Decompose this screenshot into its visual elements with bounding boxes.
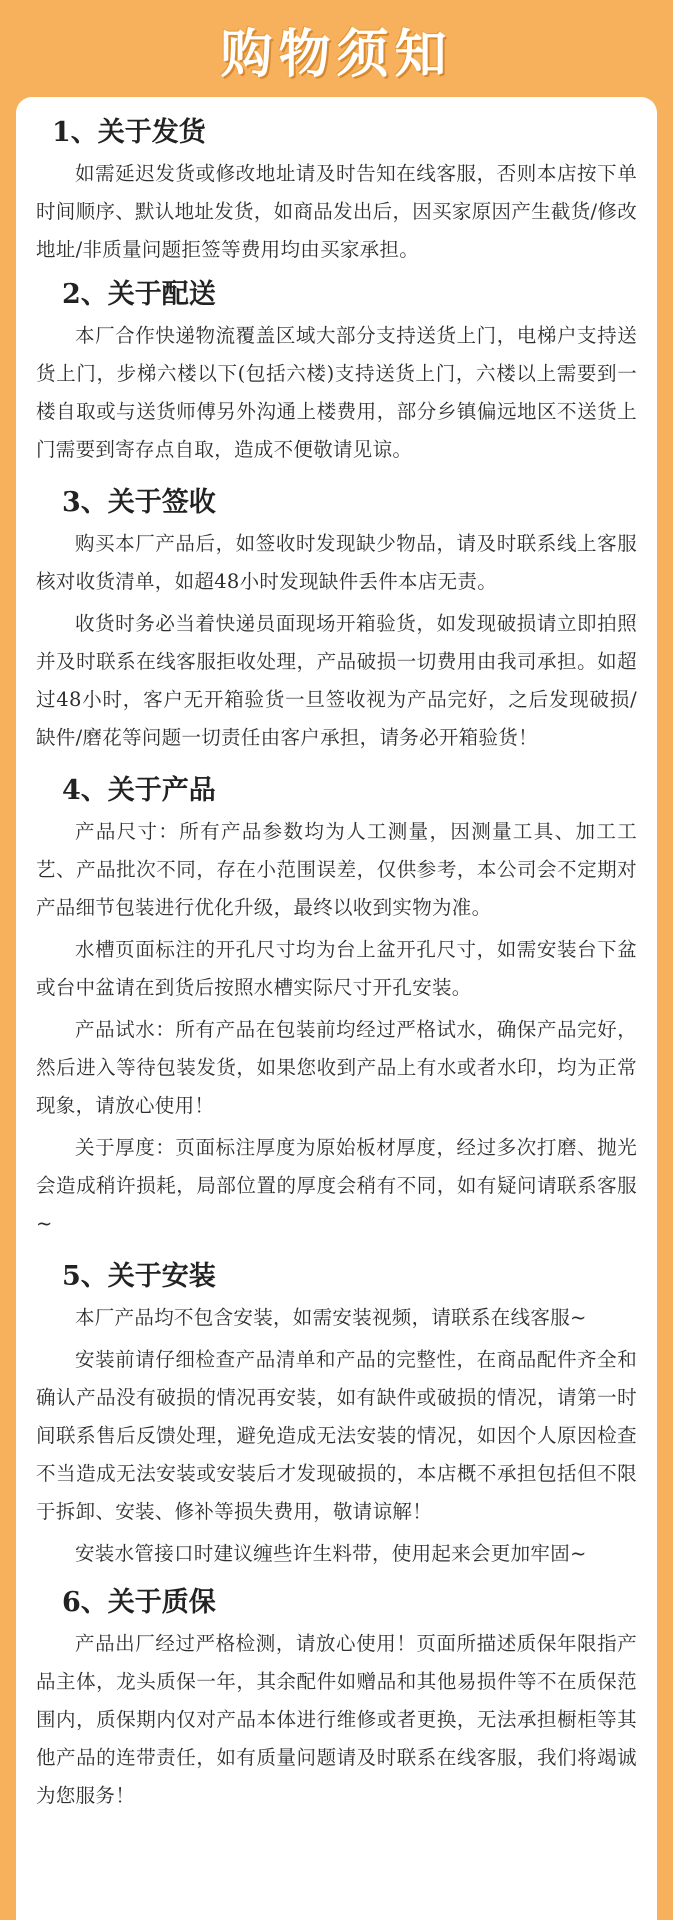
section-title: 2、关于配送 [62, 279, 216, 310]
section-paragraph: 购买本厂产品后，如签收时发现缺少物品，请及时联系线上客服核对收货清单，如超48小时发现缺件丢件本店无责。 [36, 532, 637, 593]
section-paragraph: 关于厚度：页面标注厚度为原始板材厚度，经过多次打磨、抛光会造成稍许损耗，局部位置的厚度会稍有不同，如有疑问请联系客服~ [36, 1136, 637, 1235]
section-paragraph: 如需延迟发货或修改地址请及时告知在线客服，否则本店按下单时间顺序、默认地址发货，如商品发出后，因买家原因产生截货/修改地址/非质量问题拒签等费用均由买家承担。 [36, 162, 637, 261]
section-shipping [36, 111, 637, 269]
section-warranty [36, 1581, 637, 1815]
section-paragraph: 产品尺寸：所有产品参数均为人工测量，因测量工具、加工工艺、产品批次不同，存在小范围误差，仅供参考，本公司会不定期对产品细节包装进行优化升级，最终以收到实物为准。 [36, 820, 637, 919]
section-paragraph: 产品试水：所有产品在包装前均经过严格试水，确保产品完好，然后进入等待包装发货，如果您收到产品上有水或者水印，均为正常现象，请放心使用！ [36, 1018, 637, 1117]
section-title: 6、关于质保 [62, 1587, 216, 1618]
header-banner [0, 0, 673, 92]
notice-card [16, 97, 657, 1920]
section-title: 3、关于签收 [62, 487, 216, 518]
section-receipt [36, 481, 637, 757]
section-paragraph: 本厂产品均不包含安装，如需安装视频，请联系在线客服~ [75, 1306, 587, 1329]
section-installation [36, 1255, 637, 1573]
page-title: 购物须知 [220, 23, 453, 85]
section-product [36, 769, 637, 1243]
section-paragraph: 安装水管接口时建议缠些许生料带，使用起来会更加牢固~ [75, 1542, 587, 1565]
section-title: 1、关于发货 [52, 117, 206, 148]
section-paragraph: 产品出厂经过严格检测，请放心使用！页面所描述质保年限指产品主体，龙头质保一年，其余配件如赠品和其他易损件等不在质保范围内，质保期内仅对产品本体进行维修或者更换，无法承担橱柜等其他产品的连带责任，如有质量问题请及时联系在线客服，我们将竭诚为您服务！ [36, 1632, 637, 1807]
section-title: 4、关于产品 [62, 775, 216, 806]
section-delivery [36, 273, 637, 469]
section-title: 5、关于安装 [62, 1261, 216, 1292]
section-paragraph: 安装前请仔细检查产品清单和产品的完整性，在商品配件齐全和确认产品没有破损的情况再安装，如有缺件或破损的情况，请第一时间联系售后反馈处理，避免造成无法安装的情况，如因个人原因检查不当造成无法安装或安装后才发现破损的，本店概不承担包括但不限于拆卸、安装、修补等损失费用，敬请谅解！ [36, 1348, 637, 1523]
section-paragraph: 收货时务必当着快递员面现场开箱验货，如发现破损请立即拍照并及时联系在线客服拒收处理，产品破损一切费用由我司承担。如超过48小时，客户无开箱验货一旦签收视为产品完好，之后发现破损/缺件/磨花等问题一切责任由客户承担，请务必开箱验货！ [36, 612, 637, 749]
section-paragraph: 本厂合作快递物流覆盖区域大部分支持送货上门，电梯户支持送货上门，步梯六楼以下(包括六楼)支持送货上门，六楼以上需要到一楼自取或与送货师傅另外沟通上楼费用，部分乡镇偏远地区不送货上门需要到寄存点自取，造成不便敬请见谅。 [36, 324, 637, 461]
section-paragraph: 水槽页面标注的开孔尺寸均为台上盆开孔尺寸，如需安装台下盆或台中盆请在到货后按照水槽实际尺寸开孔安装。 [36, 938, 637, 999]
